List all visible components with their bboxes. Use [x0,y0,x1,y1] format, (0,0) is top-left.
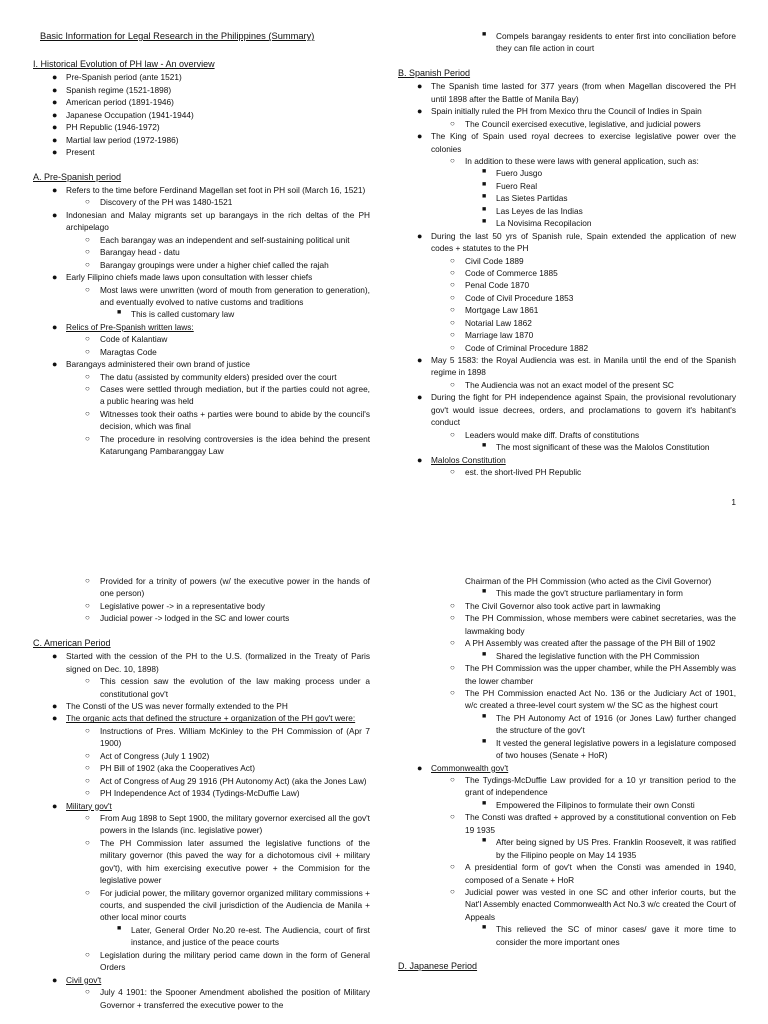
list-item-text: May 5 1583: the Royal Audiencia was est. in Manila until the end of the Spanish regime in 1898 [431,355,736,378]
list-item [450,304,736,316]
outline-list [398,80,736,478]
page-gap [0,525,768,562]
list-item [450,342,736,354]
circle-bullet-icon: ○ [85,676,90,686]
list-item [450,255,736,267]
list-item-text: During the last 50 yrs of Spanish rule, Spain extended the application of new codes + statutes to the PH [431,230,736,254]
list-item-text: Barangay groupings were under a higher chief called the rajah [100,259,329,270]
list-item-text: Code of Civil Procedure 1853 [465,292,574,303]
list-item-text: Instructions of Pres. William McKinley to the PH Commission of (Apr 7 1900) [100,725,370,749]
circle-bullet-icon: ○ [450,663,455,673]
circle-bullet-icon: ○ [85,433,90,443]
circle-bullet-icon: ○ [450,600,455,610]
list-item [450,637,736,649]
list-item [85,725,370,750]
section-heading: A. Pre-Spanish period [33,171,122,182]
list-item [417,354,736,379]
list-item [52,146,370,158]
disc-bullet-icon: ● [52,359,58,370]
list-item-text: The most significant of these was the Malolos Constitution [496,442,710,453]
square-bullet-icon: ■ [482,588,487,596]
list-item-text: The PH Commission was the upper chamber, while the PH Assembly was the lower chamber [465,663,736,686]
list-item [52,321,370,333]
list-item-text: Most laws were unwritten (word of mouth from generation to generation), and eventually evolved to native customs and traditions [100,284,370,307]
disc-bullet-icon: ● [52,651,58,662]
list-item-text: This cession saw the evolution of the law making process under a constitutional gov't [100,676,370,699]
list-item-text: Legislative power -> in a representative body [100,600,265,611]
circle-bullet-icon: ○ [85,812,90,822]
square-bullet-icon: ■ [482,799,487,807]
disc-bullet-icon: ● [52,84,58,95]
circle-bullet-icon: ○ [450,429,455,439]
circle-bullet-icon: ○ [450,886,455,896]
list-item-text: The Spanish time lasted for 377 years (from when Magellan discovered the PH until 1898 after the Battle of Manila Bay) [431,81,736,104]
list-item-text: Japanese Occupation (1941-1944) [66,109,194,120]
list-item-text: This relieved the SC of minor cases/ gave it more time to consider the more important ones [496,924,736,947]
circle-bullet-icon: ○ [450,638,455,648]
list-item [85,346,370,358]
list-item-text: The PH Commission, whose members were cabinet secretaries, was the lawmaking body [465,613,736,636]
list-item-text: It vested the general legislative powers in a legislature composed of two houses (Senate + HoR) [496,737,736,761]
page-number: 1 [731,497,736,507]
disc-bullet-icon: ● [52,72,58,83]
list-item [52,96,370,108]
list-item-text: A presidential form of gov't when the Consti was amended in 1940, composed of a Senate + HoR [465,862,736,885]
square-bullet-icon: ■ [482,168,487,176]
list-item [450,774,736,799]
list-item-text: Civil gov't [66,974,102,985]
section-heading: D. Japanese Period [398,961,478,972]
list-item-text: Witnesses took their oaths + parties were bound to abide by the council's decision, which was final [100,408,370,432]
list-item [450,687,736,712]
list-item-text: Indonesian and Malay migrants set up barangays in the rich deltas of the PH archipelago [66,209,370,233]
list-item-text: Act of Congress of Aug 29 1916 (PH Autonomy Act) (aka the Jones Law) [100,775,367,786]
circle-bullet-icon: ○ [450,255,455,265]
circle-bullet-icon: ○ [450,862,455,872]
circle-bullet-icon: ○ [450,305,455,315]
list-item-text: Barangays administered their own brand of justice [66,359,251,370]
list-item-text: Martial law period (1972-1986) [66,134,179,145]
square-bullet-icon: ■ [482,442,487,450]
list-item [450,429,736,441]
list-item [85,284,370,309]
disc-bullet-icon: ● [52,97,58,108]
square-bullet-icon: ■ [482,924,487,932]
list-item-text: Provided for a trinity of powers (w/ the executive power in the hands of one person) [100,576,370,599]
list-item-text: The organic acts that defined the structure + organization of the PH gov't were: [66,713,356,724]
list-item-text: Relics of Pre-Spanish written laws: [66,321,194,332]
square-bullet-icon: ■ [482,650,487,658]
circle-bullet-icon: ○ [85,987,90,997]
disc-bullet-icon: ● [417,454,423,465]
list-item [450,329,736,341]
list-item-text: Code of Kalantiaw [100,334,168,345]
list-item-text: July 4 1901: the Spooner Amendment abolished the position of Military Governor + transferred the executive power to the [100,987,370,1010]
list-item [85,762,370,774]
list-item [465,575,736,587]
circle-bullet-icon: ○ [85,750,90,760]
list-item-text: Fuero Jusgo [496,168,543,179]
list-item-text: Each barangay was an independent and self-sustaining political unit [100,234,350,245]
list-item [85,383,370,408]
list-item [450,811,736,836]
list-item-text: Cases were settled through mediation, but if the parties could not agree, a public hearing was held [100,384,370,407]
list-item-text: Fuero Real [496,180,538,191]
square-bullet-icon: ■ [482,180,487,188]
list-item [85,575,370,600]
list-item-text: Spanish regime (1521-1898) [66,84,172,95]
list-item [85,812,370,837]
list-item [85,675,370,700]
circle-bullet-icon: ○ [85,788,90,798]
circle-bullet-icon: ○ [450,687,455,697]
outline-list [33,184,370,458]
list-item-text: PH Bill of 1902 (aka the Cooperatives Act) [100,763,255,774]
list-item [85,408,370,433]
list-item [85,887,370,924]
square-bullet-icon: ■ [482,737,487,745]
list-item-text: Notarial Law 1862 [465,317,532,328]
list-item-text: Malolos Constitution [431,454,506,465]
list-item-text: The procedure in resolving controversies is the idea behind the present Katarungang Pambaranggay Law [100,433,370,457]
circle-bullet-icon: ○ [85,346,90,356]
list-item [52,209,370,234]
list-item-text: PH Republic (1946-1972) [66,122,160,133]
list-item [52,271,370,283]
square-bullet-icon: ■ [482,837,487,845]
outline-list [33,650,370,1011]
page2-right-column [398,575,736,974]
list-item [85,246,370,258]
list-item-text: Spain initially ruled the PH from Mexico thru the Council of Indies in Spain [431,106,702,117]
page1-right-column [398,30,736,478]
list-item-text: This is called customary law [131,309,235,320]
list-item [117,308,370,320]
list-item [450,861,736,886]
list-item-text: PH Independence Act of 1934 (Tydings-McDuffie Law) [100,788,300,799]
list-item [85,612,370,624]
section-heading: C. American Period [33,637,111,648]
circle-bullet-icon: ○ [450,613,455,623]
list-item-text: American period (1891-1946) [66,97,174,108]
outline-list [398,30,736,55]
list-item [482,712,736,737]
disc-bullet-icon: ● [52,321,58,332]
circle-bullet-icon: ○ [85,949,90,959]
list-item [482,30,736,55]
list-item-text: The Audiencia was not an exact model of the present SC [465,379,674,390]
list-item [450,379,736,391]
list-item [52,974,370,986]
circle-bullet-icon: ○ [450,466,455,476]
circle-bullet-icon: ○ [85,576,90,585]
square-bullet-icon: ■ [482,193,487,201]
list-item [85,234,370,246]
list-item-text: Legislation during the military period came down in the form of General Orders [100,949,370,973]
circle-bullet-icon: ○ [85,371,90,381]
list-item [450,155,736,167]
page1-left-column [33,30,370,458]
disc-bullet-icon: ● [417,106,423,117]
list-item [417,230,736,255]
square-bullet-icon: ■ [482,205,487,213]
disc-bullet-icon: ● [417,355,423,365]
section-heading: I. Historical Evolution of PH law - An overview [33,58,215,69]
page2-left-column [33,575,370,1011]
list-item [450,466,736,478]
list-item-text: The Civil Governor also took active part in lawmaking [465,600,661,611]
list-item-text: For judicial power, the military governor organized military commissions + courts, and suspended the civil jurisdiction of the Audiencia de Manila + other local minor courts [100,887,370,923]
list-item [85,775,370,787]
list-item-text: Mortgage Law 1861 [465,305,539,316]
disc-bullet-icon: ● [52,701,58,711]
list-item [482,167,736,179]
list-item [450,292,736,304]
circle-bullet-icon: ○ [85,384,90,393]
circle-bullet-icon: ○ [85,887,90,897]
circle-bullet-icon: ○ [450,156,455,165]
list-item [85,949,370,974]
list-item [52,800,370,812]
circle-bullet-icon: ○ [450,342,455,352]
list-item [85,196,370,208]
list-item-text: The PH Commission enacted Act No. 136 or the Judiciary Act of 1901, w/c created a three-level court system w/ the SC as the highest court [465,687,736,711]
list-item [52,184,370,196]
list-item-text: Penal Code 1870 [465,280,530,291]
square-bullet-icon: ■ [482,712,487,720]
circle-bullet-icon: ○ [85,234,90,244]
list-item-text: The datu (assisted by community elders) presided over the court [100,371,337,382]
disc-bullet-icon: ● [52,800,58,811]
circle-bullet-icon: ○ [450,775,455,784]
list-item-text: In addition to these were laws with general application, such as: [465,156,699,166]
list-item-text: Marriage law 1870 [465,330,534,341]
circle-bullet-icon: ○ [85,725,90,735]
section-heading: B. Spanish Period [398,67,471,78]
list-item-text: Judicial power -> lodged in the SC and lower courts [100,613,290,624]
list-item-text: Leaders would make diff. Drafts of constitutions [465,429,640,440]
list-item [482,650,736,662]
list-item [450,662,736,687]
list-item-text: Chairman of the PH Commission (who acted as the Civil Governor) [465,576,712,586]
list-item [52,358,370,370]
list-item-text: est. the short-lived PH Republic [465,466,582,477]
list-item [482,217,736,229]
list-item-text: Later, General Order No.20 re-est. The Audiencia, court of first instance, and justice of the peace courts [131,924,370,948]
circle-bullet-icon: ○ [85,284,90,294]
list-item-text: During the fight for PH independence against Spain, the provisional revolutionary gov't would issue decrees, orders, and proclamations to govern it's habitant's conduct [431,392,736,428]
outline-list [33,71,370,158]
circle-bullet-icon: ○ [450,317,455,327]
square-bullet-icon: ■ [117,924,122,932]
list-item-text: A PH Assembly was created after the passage of the PH Bill of 1902 [465,638,716,649]
list-item-text: From Aug 1898 to Sept 1900, the military governor exercised all the gov't powers in the Islands (inc. legislative power) [100,812,370,836]
document-page-2 [0,562,768,1024]
square-bullet-icon: ■ [482,218,487,226]
list-item [85,837,370,887]
circle-bullet-icon: ○ [85,613,90,623]
square-bullet-icon: ■ [482,31,487,38]
disc-bullet-icon: ● [417,131,423,142]
circle-bullet-icon: ○ [450,812,455,822]
disc-bullet-icon: ● [52,713,58,724]
disc-bullet-icon: ● [417,392,423,403]
list-item-text: Judicial power was vested in one SC and other inferior courts, but the Nat'l Assembly enacted Commonwealth Act No.3 w/c created the Court of Appeals [465,886,736,922]
list-item [450,317,736,329]
list-item-text: La Novisima Recopilacion [496,218,592,229]
list-item-text: Early Filipino chiefs made laws upon consultation with lesser chiefs [66,272,313,283]
list-item-text: Started with the cession of the PH to the U.S. (formalized in the Treaty of Paris signed on Dec. 10, 1898) [66,651,370,674]
list-item [450,612,736,637]
list-item-text: Maragtas Code [100,346,157,357]
list-item-text: Las Sietes Partidas [496,193,568,204]
list-item-text: Present [66,147,95,158]
list-item-text: The Council exercised executive, legislative, and judicial powers [465,118,701,129]
circle-bullet-icon: ○ [85,334,90,344]
list-item [450,118,736,130]
list-item-text: Code of Criminal Procedure 1882 [465,342,589,353]
disc-bullet-icon: ● [52,974,58,985]
list-item-text: The PH Commission later assumed the legislative functions of the military governor (this paved the way for a dichotomous civil + military gov't), with him exercising executive power + the Commision for the legislative power [100,837,370,886]
list-item-text: Civil Code 1889 [465,255,524,266]
circle-bullet-icon: ○ [85,837,90,847]
circle-bullet-icon: ○ [450,118,455,128]
list-item [85,433,370,458]
list-item-text: Compels barangay residents to enter first into conciliation before they can file action in court [496,31,736,54]
list-item [117,924,370,949]
disc-bullet-icon: ● [52,147,58,158]
list-item [417,80,736,105]
list-item [482,836,736,861]
document-title: Basic Information for Legal Research in the Philippines (Summary) [40,31,315,41]
circle-bullet-icon: ○ [85,763,90,773]
list-item [482,923,736,948]
list-item-text: The Consti of the US was never formally extended to the PH [66,701,288,711]
list-item [52,650,370,675]
disc-bullet-icon: ● [417,81,423,92]
list-item [52,121,370,133]
disc-bullet-icon: ● [417,230,423,241]
list-item [52,134,370,146]
list-item [417,105,736,117]
list-item [85,333,370,345]
list-item-text: Military gov't [66,800,112,811]
list-item [417,391,736,428]
list-item-text: Act of Congress (July 1 1902) [100,750,210,761]
circle-bullet-icon: ○ [85,259,90,269]
list-item [52,84,370,96]
circle-bullet-icon: ○ [450,267,455,277]
list-item [52,700,370,712]
circle-bullet-icon: ○ [85,197,90,207]
list-item [417,130,736,155]
list-item-text: Pre-Spanish period (ante 1521) [66,72,182,83]
disc-bullet-icon: ● [52,185,58,195]
list-item-text: Refers to the time before Ferdinand Magellan set foot in PH soil (March 16, 1521) [66,185,366,195]
list-item-text: The PH Autonomy Act of 1916 (or Jones Law) further changed the structure of the gov't [496,712,736,736]
circle-bullet-icon: ○ [85,247,90,257]
list-item-text: This made the gov't structure parliamentary in form [496,588,683,599]
list-item-text: Barangay head - datu [100,247,180,258]
list-item-text: After being signed by US Pres. Franklin Roosevelt, it was ratified by the Filipino people on May 14 1935 [496,837,736,860]
circle-bullet-icon: ○ [450,280,455,290]
list-item-text: The Consti was drafted + approved by a constitutional convention on Feb 19 1935 [465,812,736,835]
list-item-text: Commonwealth gov't [431,762,509,773]
list-item-text: Shared the legislative function with the PH Commission [496,650,700,661]
list-item [52,109,370,121]
list-item [450,600,736,612]
list-item [482,587,736,599]
outline-list [398,575,736,948]
circle-bullet-icon: ○ [85,600,90,610]
list-item-text: Empowered the Filipinos to formulate their own Consti [496,799,695,810]
circle-bullet-icon: ○ [450,379,455,389]
square-bullet-icon: ■ [117,309,122,317]
list-item-text: The King of Spain used royal decrees to exercise legislative power over the colonies [431,131,736,154]
list-item [417,762,736,774]
list-item-text: Discovery of the PH was 1480-1521 [100,197,233,208]
list-item [482,441,736,453]
list-item [450,279,736,291]
circle-bullet-icon: ○ [450,330,455,340]
list-item [450,267,736,279]
list-item [482,737,736,762]
disc-bullet-icon: ● [52,122,58,133]
list-item [417,454,736,466]
disc-bullet-icon: ● [417,762,423,773]
list-item [52,712,370,724]
list-item-text: The Tydings-McDuffie Law provided for a 10 yr transition period to the grant of independence [465,775,736,798]
disc-bullet-icon: ● [52,109,58,120]
disc-bullet-icon: ● [52,134,58,145]
list-item [85,787,370,799]
list-item-text: Code of Commerce 1885 [465,267,558,278]
circle-bullet-icon: ○ [450,292,455,302]
circle-bullet-icon: ○ [85,775,90,785]
disc-bullet-icon: ● [52,209,58,220]
list-item [52,71,370,83]
list-item [85,259,370,271]
list-item [482,799,736,811]
list-item [85,600,370,612]
circle-bullet-icon: ○ [85,408,90,418]
list-item [482,192,736,204]
list-item [450,886,736,923]
disc-bullet-icon: ● [52,272,58,283]
list-item [482,205,736,217]
list-item [85,371,370,383]
list-item [482,180,736,192]
list-item [85,750,370,762]
outline-list [33,575,370,625]
list-item [85,986,370,1011]
list-item-text: Las Leyes de las Indias [496,205,583,216]
